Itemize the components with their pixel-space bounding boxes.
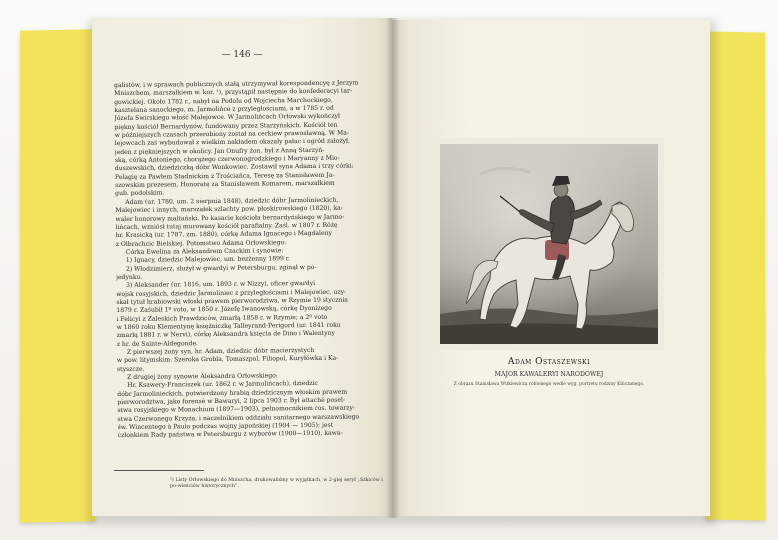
text-line: wojsk rosyjskich, dziedzic Jarmoliniec z przyległościami i Malejowiec, uzy-	[116, 288, 347, 298]
text-line: członkiem Rady państwa w Petersburgu z wyborów (1900—1910), kawa-	[117, 430, 343, 440]
text-line: szowskim prezesem, Honoratę za Stanisławem Komarem, marszałkiem	[115, 179, 335, 190]
text-line: hr. Krasicką (ur. 1787, zm. 1880), córkę Adama Ignacego i Magdaleny	[115, 229, 332, 240]
text-line: 3) Aleksander (ur. 1816, um. 1893 r. w Nizzy), oficer gwardyi	[126, 280, 316, 290]
book-cover-left	[20, 29, 95, 523]
text-line: pierworodztwa, jako forensè w Bawaryi, 2 lipca 1903 r. Był attaché posel-	[117, 396, 346, 407]
footnote-divider	[114, 470, 204, 471]
caption-subtitle: MAJOR KAWALERYI NARODOWEJ	[494, 371, 604, 378]
text-line: w 1860 roku Klementynę księżniczkę Talleyrand-Perigord (ur. 1841 roku	[116, 321, 341, 331]
text-line: ską, córką Antoniego, chorążego czerwonogrodzkiego i Maryanny z Mio-	[114, 154, 340, 165]
text-line: Malejowiec i innych, marszałek szlachty pow. płoskirowskiego (1820), ka-	[115, 204, 343, 215]
text-line: jeden z piękniejszych w okolicy. Jan Onufry żon. był z Anną Starzyń-	[114, 146, 325, 156]
text-line: dóbr Jarmolinieckich, potwierdzony hrabią dziedzicznym włoskim prawem	[117, 388, 348, 398]
text-line: z Olbrachcic Bielskiej. Potomstwo Adama Orłowskiego:	[115, 238, 287, 248]
book-gutter	[386, 18, 400, 518]
caption-title: Adam Ostaszewski	[508, 357, 590, 367]
portrait-plate	[434, 138, 664, 350]
text-line: 1) Ignacy, dziedzic Malejowiec, um. bezżenny 1899 r.	[125, 255, 290, 265]
text-line: św. Wincentego à Paulo podczas wojny japońskiej (1904 — 1905); jest	[117, 421, 334, 432]
page-number: — 146 —	[221, 50, 263, 60]
text-line: Z drugiej żony synowie Aleksandra Orłowskiego:	[127, 372, 278, 381]
text-line: lińcach, wzniósł tutaj murowany kościół parafialny. Zaśl. w 1807 r. Różę	[115, 221, 338, 231]
text-line: w pow. litymskim: Szeroka Grobla, Tomaszpol, Filiopol, Kuryłówka i Ka-	[116, 355, 339, 365]
text-line: 2) Włodzimierz, służył w gwardyi w Petersburgu, zginął w po-	[125, 263, 317, 273]
text-line: w późniejszych czasach przerobiony został na cerkiew prawosławną. W Ma-	[114, 129, 349, 140]
text-line: Adam (ur. 1780, um. 2 sierpnia 1848), dziedzic dóbr Jarmolinieckich,	[125, 196, 339, 206]
text-line: styszcze.	[116, 365, 145, 373]
text-line: Pelagię za Pawłem Stadnickim z Trościańca, Teresę za Stanisławem Ja-	[114, 171, 335, 181]
caption-note: Z obrazu Stanisława Witkiewicza robionego wedle wyg. portretu rodziny Kiliczanego.	[453, 382, 645, 387]
text-line: i Felicyi z Zaleskich Prawdziców, zmarłą 1858 r. w Rzymie; a 2º voto	[116, 313, 328, 323]
left-page	[92, 18, 392, 516]
right-page	[392, 20, 710, 516]
text-line: stwa rosyjskiego w Monachium (1897—1903), pełnomocnikiem ros. towarzy-	[117, 404, 355, 415]
text-line: Córka Ewelina za Aleksandrem Czackim i synowie:	[125, 247, 284, 256]
text-line: Z pierwszej żony syn, hr. Adam, dziedzic dóbr macierzystych	[126, 346, 315, 356]
text-line: gub. podolskim.	[115, 189, 165, 198]
text-line: jedynku.	[116, 273, 143, 281]
text-line: Józefa Świrskiego włość Malejowce. W Jarmolińcach Orłowski wykończył	[114, 113, 340, 123]
text-line: piękny kościół Bernardynów, fundowany przez Starzyńskich. Kościół ten	[114, 121, 338, 131]
text-line: zmarłą 1881 r. w Nervi), córkę Aleksandra księcia de Dino i Walentyny	[116, 330, 336, 340]
text-line: kasztelana sanockiego, m. Jarmolińce z przyległościami, a w 1785 r. od	[114, 104, 334, 115]
text-line: galistów, i w sprawach publicznych stałą utrzymywał korespondencyę z Jerzym	[114, 79, 359, 89]
text-line: waler honorowy maltański. Po kasacie kościoła bernardyńskiego w Jarmo-	[115, 213, 345, 223]
text-line: duszewskich, dziedziczką dóbr Wonkowiec. Zostawił syna Adama i trzy córki:	[114, 162, 354, 173]
text-line: lejowcach zaś wybudował z wielkim nakładem okazały pałac i ogród założył,	[114, 137, 350, 148]
text-line: skał tytuł hrabiowski włoski prawem pierworodztwa, w Rzymie 19 stycznia	[116, 296, 348, 306]
text-line: stwa Czerwonego Krzyża, i naczelnikiem oddziału sanitarnego warszawskiego	[117, 413, 360, 423]
text-line: z hr. de Sainte-Aldegonde.	[116, 339, 199, 348]
text-line: 1879 r. Zaśubił 1º voto, w 1850 r. Józefę Iwanowską, córkę Dyonizego	[116, 305, 332, 315]
equestrian-portrait-image	[440, 144, 658, 344]
footnote: ¹) Listy Orłowskiego do Mniszcha, drukowaliśmy w wyjątkach, w 2-giej serył „Szkiców i po-wieściów historycznych“.	[170, 478, 383, 489]
text-line: gowickiej. Około 1782 r., nabył na Podolu od Wojciecha Marchockiego,	[114, 96, 333, 106]
text-line: Hr. Ksawery-Franciszek (ur. 1862 r. w Jarmolińcach), dziedzic	[127, 380, 319, 390]
text-line: Mniszchem, marszałkiem w. kor. ¹), przystąpił następnie do konfederacyi tar-	[114, 87, 352, 98]
body-text	[114, 79, 380, 441]
